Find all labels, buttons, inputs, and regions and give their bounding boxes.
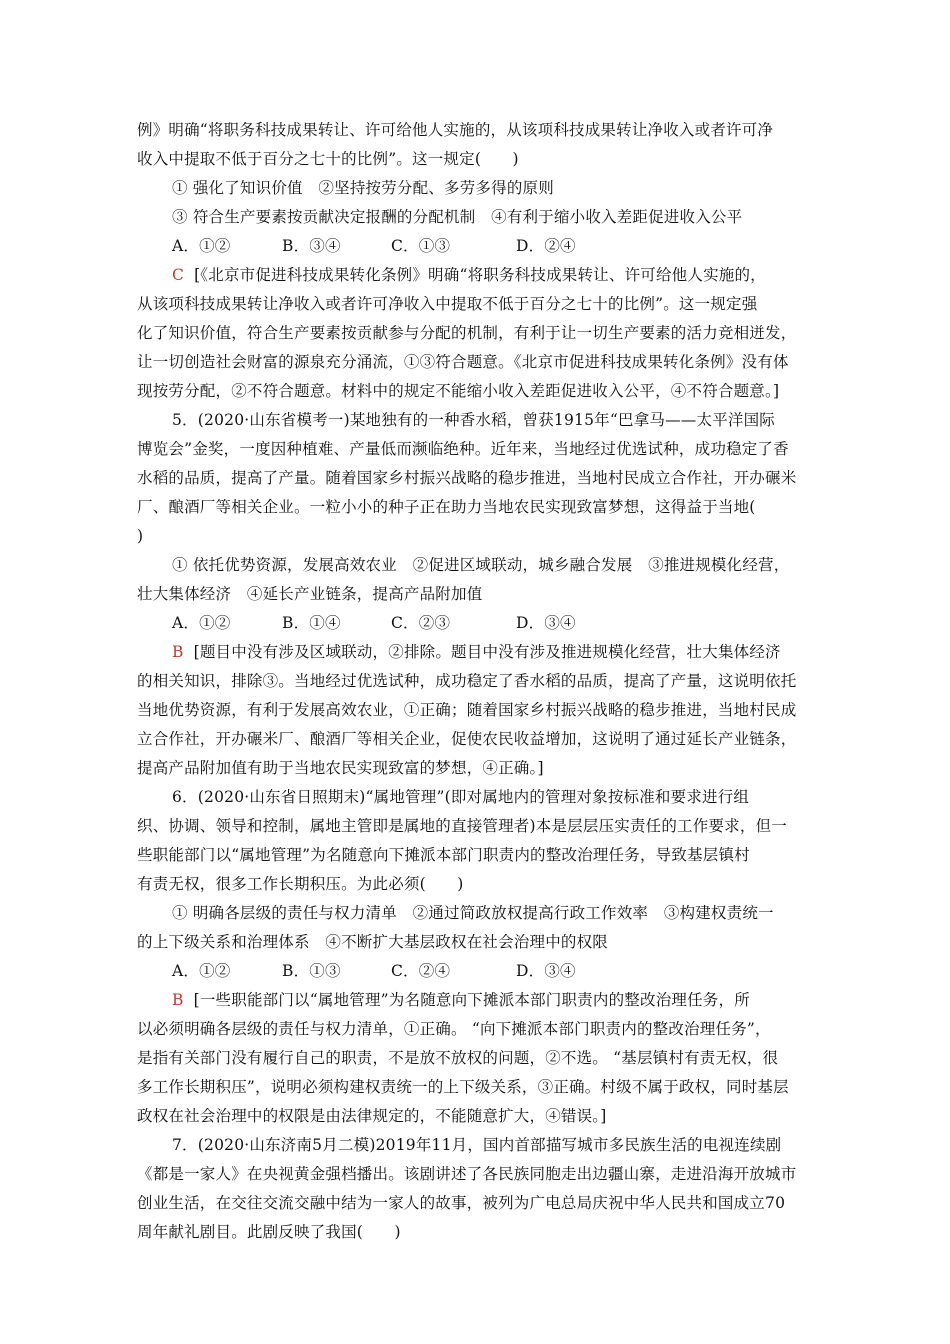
q5-stem-line-2: 博览会”金奖，一度因种植难、产量低而濒临绝种。近年来，当地经过优选试种，成功稳定了香 <box>137 440 789 458</box>
q4-stem-line-2: 收入中提取不低于百分之七十的比例”。这一规定( ) <box>137 150 519 168</box>
q5-option-a: A．①② <box>172 614 231 632</box>
q4-explanation-line-5: 现按劳分配，②不符合题意。材料中的规定不能缩小收入差距促进收入公平，④不符合题意。] <box>137 382 780 400</box>
q6-option-c: C．②④ <box>391 962 451 980</box>
q4-statement-1: ① 强化了知识价值 ②坚持按劳分配、多劳多得的原则 <box>172 179 554 197</box>
q5-explanation-text-1: [题目中没有涉及区域联动，②排除。题目中没有涉及推进规模化经营，壮大集体经济 <box>193 643 781 661</box>
q4-option-c: C．①③ <box>391 237 451 255</box>
q7-stem-line-4: 周年献礼剧目。此剧反映了我国( ) <box>137 1223 401 1241</box>
q5-options <box>172 611 817 635</box>
q6-explanation-line-4: 多工作长期积压”，说明必须构建权责统一的上下级关系，③正确。村级不属于政权，同时基层 <box>137 1078 789 1096</box>
q6-option-d: D．③④ <box>516 962 576 980</box>
q6-explanation-line-1 <box>172 988 817 1012</box>
q4-explanation-line-4: 让一切创造社会财富的源泉充分涌流，①③符合题意。《北京市促进科技成果转化条例》没有体 <box>137 353 789 371</box>
q4-answer: C <box>172 266 185 284</box>
q4-statement-2: ③ 符合生产要素按贡献决定报酬的分配机制 ④有利于缩小收入差距促进收入公平 <box>172 208 743 226</box>
q5-option-c: C．②③ <box>391 614 451 632</box>
q6-explanation-line-2: 以必须明确各层级的责任与权力清单，①正确。 “向下摊派本部门职责内的整改治理任务”， <box>137 1020 771 1038</box>
q5-stem-line-4: 厂、酿酒厂等相关企业。一粒小小的种子正在助力当地农民实现致富梦想，这得益于当地( <box>137 498 756 516</box>
q5-answer: B <box>172 643 184 661</box>
q4-stem-line-1: 例》明确“将职务科技成果转让、许可给他人实施的，从该项科技成果转让净收入或者许可净 <box>137 121 774 139</box>
q6-option-a: A．①② <box>172 962 231 980</box>
q5-stem-line-1: 5．(2020·山东省模考一)某地独有的一种香水稻，曾获1915年“巴拿马——太平洋国际 <box>172 411 776 429</box>
q5-explanation-line-3: 当地优势资源，有利于发展高效农业，①正确；随着国家乡村振兴战略的稳步推进，当地村民成 <box>137 701 797 719</box>
q6-options <box>172 959 817 983</box>
q4-explanation-line-3: 化了知识价值，符合生产要素按贡献参与分配的机制，有利于让一切生产要素的活力竞相迸发， <box>137 324 797 342</box>
q5-explanation-line-2: 的相关知识，排除③。当地经过优选试种，成功稳定了香水稻的品质，提高了产量，这说明依托 <box>137 672 797 690</box>
q6-explanation-line-3: 是指有关部门没有履行自己的职责，不是放不放权的问题，②不选。 “基层镇村有责无权，很 <box>137 1049 779 1067</box>
q4-option-d: D．②④ <box>516 237 576 255</box>
q6-stem-line-1: 6．(2020·山东省日照期末)“属地管理”(即对属地内的管理对象按标准和要求进行组 <box>172 788 750 806</box>
q5-stem-line-5: ) <box>137 527 144 545</box>
q6-answer: B <box>172 991 184 1009</box>
q5-option-d: D．③④ <box>516 614 576 632</box>
q5-stem-line-3: 水稻的品质，提高了产量。随着国家乡村振兴战略的稳步推进，当地村民成立合作社，开办碾米 <box>137 469 797 487</box>
q5-statement-1: ① 依托优势资源，发展高效农业 ②促进区域联动，城乡融合发展 ③推进规模化经营， <box>172 556 790 574</box>
q4-options <box>172 234 817 258</box>
q7-stem-line-2: 《都是一家人》在央视黄金强档播出。该剧讲述了各民族同胞走出边疆山寨，走进沿海开放城市 <box>137 1165 797 1183</box>
q5-option-b: B．①④ <box>282 614 341 632</box>
q6-statement-1: ① 明确各层级的责任与权力清单 ②通过简政放权提高行政工作效率 ③构建权责统一 <box>172 904 774 922</box>
q6-stem-line-2: 织、协调、领导和控制，属地主管即是属地的直接管理者)本是层层压实责任的工作要求，但一 <box>137 817 787 835</box>
q6-option-b: B．①③ <box>282 962 341 980</box>
q7-stem-line-1: 7．(2020·山东济南5月二模)2019年11月，国内首部描写城市多民族生活的电视连续剧 <box>172 1136 782 1154</box>
q4-explanation-text-1: [《北京市促进科技成果转化条例》明确“将职务科技成果转让、许可给他人实施的， <box>194 266 766 284</box>
q5-explanation-line-4: 立合作社，开办碾米厂、酿酒厂等相关企业，促使农民收益增加，这说明了通过延长产业链条， <box>137 730 797 748</box>
q6-statement-2: 的上下级关系和治理体系 ④不断扩大基层政权在社会治理中的权限 <box>137 933 609 951</box>
q4-option-a: A．①② <box>172 237 231 255</box>
q6-stem-line-3: 些职能部门以“属地管理”为名随意向下摊派本部门职责内的整改治理任务，导致基层镇村 <box>137 846 750 864</box>
q6-stem-line-4: 有责无权，很多工作长期积压。为此必须( ) <box>137 875 464 893</box>
q5-explanation-line-1 <box>172 640 817 664</box>
q6-explanation-text-1: [一些职能部门以“属地管理”为名随意向下摊派本部门职责内的整改治理任务，所 <box>193 991 750 1009</box>
q4-explanation-line-1 <box>172 263 817 287</box>
q5-statement-2: 壮大集体经济 ④延长产业链条，提高产品附加值 <box>137 585 483 603</box>
q6-explanation-line-5: 政权在社会治理中的权限是由法律规定的，不能随意扩大，④错误。] <box>137 1107 607 1125</box>
q7-stem-line-3: 创业生活，在交往交流交融中结为一家人的故事，被列为广电总局庆祝中华人民共和国成立70 <box>137 1194 786 1212</box>
q5-explanation-line-5: 提高产品附加值有助于当地农民实现致富的梦想，④正确。] <box>137 759 544 777</box>
q4-option-b: B．③④ <box>282 237 341 255</box>
q4-explanation-line-2: 从该项科技成果转让净收入或者许可净收入中提取不低于百分之七十的比例”。这一规定强 <box>137 295 758 313</box>
